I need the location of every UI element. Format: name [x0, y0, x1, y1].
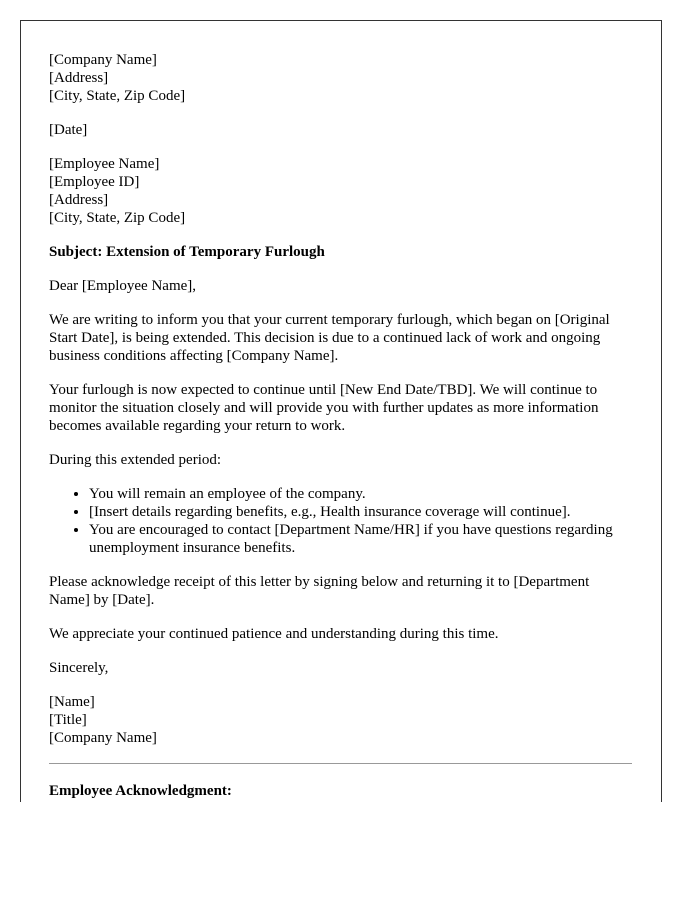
sender-block — [49, 51, 632, 105]
list-item: • You will remain an employee of the company. — [89, 485, 632, 503]
salutation: Dear [Employee Name], — [49, 278, 197, 294]
recipient-block — [49, 155, 632, 227]
recipient-address: [Address] — [49, 192, 109, 208]
list-item: • You are encouraged to contact [Department Name/HR] if you have questions regarding unemployment insurance benefits. — [89, 521, 632, 557]
body-paragraph: We are writing to inform you that your current temporary furlough, which began on [Original Start Date], is being extended. This decision is due to a continued lack of work and ongoing business conditions affecting [Company Name]. — [49, 312, 610, 364]
recipient-city: [City, State, Zip Code] — [49, 210, 186, 226]
divider — [49, 763, 632, 764]
sender-address: [Address] — [49, 70, 109, 86]
list-item: • [Insert details regarding benefits, e.g., Health insurance coverage will continue]. — [89, 503, 632, 521]
benefits-list — [49, 485, 632, 557]
body-paragraph: During this extended period: — [49, 452, 222, 468]
recipient-id: [Employee ID] — [49, 174, 140, 190]
recipient-name: [Employee Name] — [49, 156, 160, 172]
signer-name: [Name] — [49, 694, 95, 710]
signer-title: [Title] — [49, 712, 87, 728]
signer-company: [Company Name] — [49, 730, 157, 746]
sender-company: [Company Name] — [49, 52, 157, 68]
body-paragraph: Your furlough is now expected to continue until [New End Date/TBD]. We will continue to monitor the situation closely and will provide you with further updates as more information becomes available regarding your return to work. — [49, 382, 599, 434]
body-paragraph: We appreciate your continued patience and understanding during this time. — [49, 626, 499, 642]
subject-line: Subject: Extension of Temporary Furlough — [49, 244, 325, 260]
signature-block — [49, 693, 632, 747]
signoff: Sincerely, — [49, 660, 109, 676]
body-paragraph: Please acknowledge receipt of this letter by signing below and returning it to [Department Name] by [Date]. — [49, 574, 590, 608]
acknowledgment-heading: Employee Acknowledgment: — [49, 783, 232, 799]
letter-date: [Date] — [49, 122, 88, 138]
letter-page — [20, 20, 662, 802]
sender-city: [City, State, Zip Code] — [49, 88, 186, 104]
